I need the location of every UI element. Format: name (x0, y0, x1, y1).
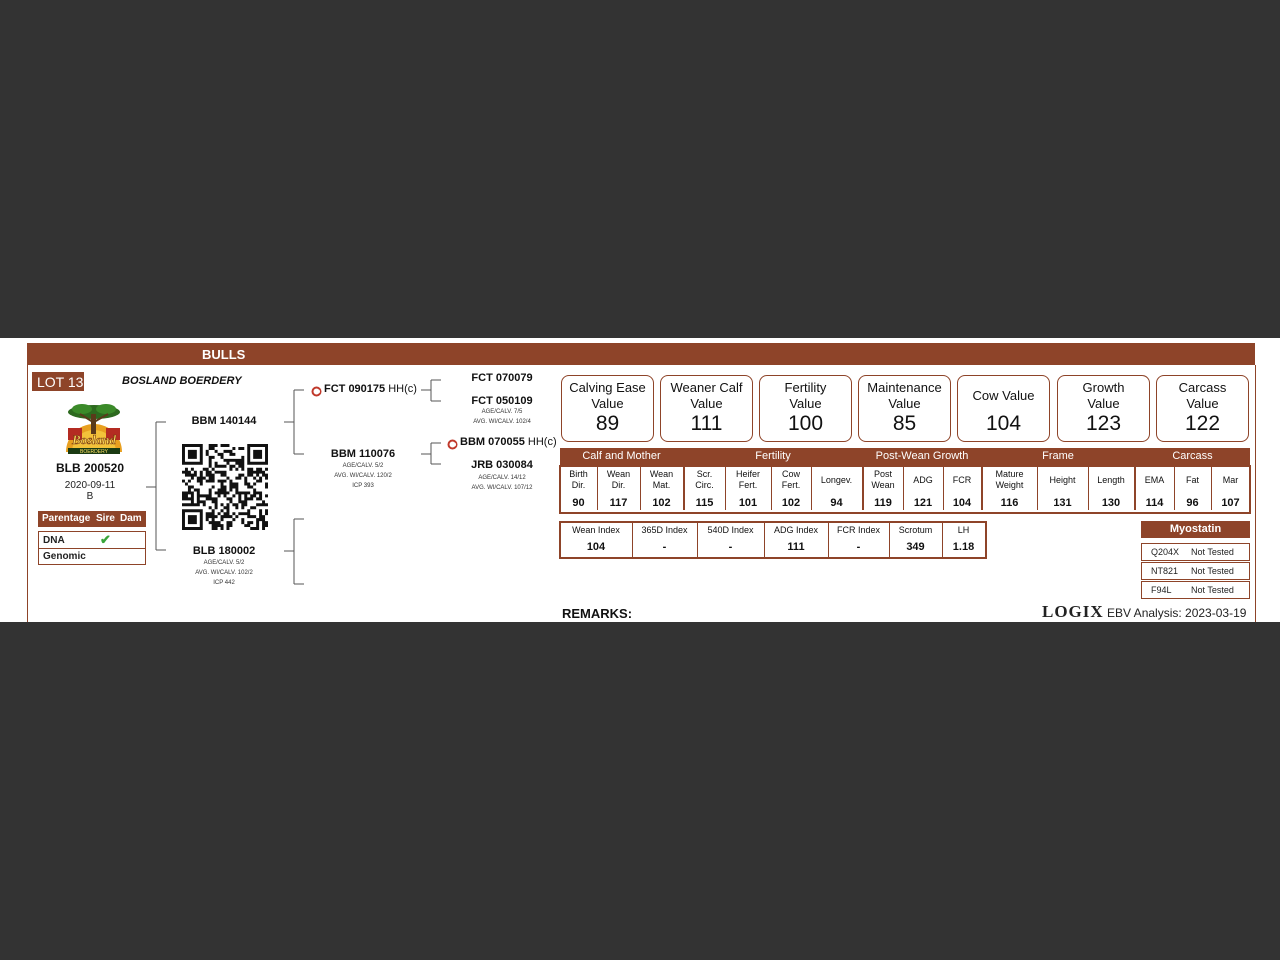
ebv-column-label-line: Circ. (695, 480, 714, 490)
ebv-column-divider (1088, 467, 1089, 510)
value-box-label (958, 388, 1049, 404)
value-box-number: 122 (1184, 412, 1221, 435)
pedigree-sd-wi: AVG. WI/CALV. 120/2 (334, 473, 392, 479)
index-value: - (728, 541, 733, 553)
index-divider (697, 523, 698, 557)
index-divider (828, 523, 829, 557)
remarks-label: REMARKS: (562, 606, 633, 621)
index-label: Wean Index (572, 525, 620, 535)
value-box-label-line: Calving Ease (569, 380, 646, 395)
ebv-column-label (1037, 475, 1088, 486)
ebv-column-value: 130 (1101, 497, 1121, 509)
value-box (561, 375, 654, 442)
ebv-column-label-line: Longev. (820, 475, 853, 485)
pedigree-sd-age: AGE/CALV. 5/2 (342, 463, 384, 469)
ebv-analysis-date: EBV Analysis: 2023-03-19 (1107, 606, 1247, 620)
ebv-column-value: 104 (952, 497, 972, 509)
homozygous-marker-icon (447, 437, 458, 455)
ebv-column-label (982, 469, 1037, 491)
ebv-column-value: 114 (1145, 497, 1164, 509)
value-box (858, 375, 951, 442)
check-icon: ✔ (100, 532, 111, 547)
value-box-number: 123 (1085, 412, 1122, 435)
value-box-number: 85 (892, 412, 917, 435)
ebv-column-divider (1211, 467, 1212, 510)
ebv-group-header: Post-Wean Growth (863, 448, 981, 465)
svg-text:Bosland: Bosland (71, 432, 117, 447)
value-box-label (859, 380, 950, 412)
parentage-row-label: Genomic (43, 551, 86, 562)
ebv-column-divider (943, 467, 944, 510)
category-title: BULLS (202, 347, 246, 362)
pedigree-ssd-age: AGE/CALV. 7/5 (481, 409, 523, 415)
homozygous-marker-icon (311, 384, 322, 402)
ebv-column-label-line: Scr. (696, 469, 713, 479)
lot-number: LOT 13 (37, 374, 84, 390)
ebv-column-label-line: Length (1097, 475, 1125, 485)
myostatin-marker: F94L (1151, 585, 1172, 595)
pedigree-dam-icp: ICP 442 (213, 580, 235, 586)
logix-logo: LOGIX (1042, 602, 1104, 621)
myostatin-marker: NT821 (1151, 566, 1179, 576)
index-value: 104 (586, 541, 606, 553)
index-label: 540D Index (707, 525, 754, 535)
ebv-group-divider (1134, 448, 1136, 510)
ebv-column-label (903, 475, 943, 486)
ebv-column-value: 121 (913, 497, 933, 509)
index-label: ADG Index (773, 525, 819, 535)
ebv-column-value: 102 (781, 497, 801, 509)
value-box-number: 104 (985, 412, 1022, 435)
value-box (759, 375, 852, 442)
ebv-column-label (597, 469, 640, 491)
ebv-column-divider (903, 467, 904, 510)
value-box-label-line: Growth (1082, 380, 1125, 395)
pedigree-ss-tag: HH(c) (388, 383, 417, 395)
parentage-header-dam: Dam (120, 513, 142, 524)
index-value: 111 (787, 541, 805, 553)
ebv-column-value: 90 (572, 497, 585, 509)
ebv-column-label-line: Mature (995, 469, 1024, 479)
value-box-label-line: Value (1087, 396, 1120, 411)
value-box-label-line: Value (591, 396, 624, 411)
ebv-column-label-line: EMA (1144, 475, 1165, 485)
pedigree-ssd: FCT 050109 (471, 395, 533, 407)
svg-text:BOERDERY: BOERDERY (80, 449, 108, 455)
ebv-column-label-line: Wean (606, 469, 631, 479)
ebv-column-label (640, 469, 683, 491)
ebv-column-label-line: Fat (1185, 475, 1199, 485)
ebv-column-label-line: Dir. (571, 480, 586, 490)
value-box-label-line: Cow Value (972, 388, 1035, 403)
value-box (957, 375, 1050, 442)
index-value: - (856, 541, 861, 553)
pedigree-sds-tag: HH(c) (527, 436, 557, 448)
ebv-column-divider (640, 467, 641, 510)
pedigree-sd: BBM 110076 (330, 448, 396, 460)
ebv-column-value: 107 (1221, 497, 1240, 509)
index-label: FCR Index (836, 525, 880, 535)
ebv-column-label (725, 469, 771, 491)
ebv-column-label-line: Birth (569, 469, 588, 479)
pedigree-sds (460, 436, 557, 448)
value-box-number: 100 (787, 412, 824, 435)
ebv-column-label-line: Fert. (738, 480, 758, 490)
parentage-header-sire: Sire (96, 513, 115, 524)
value-box-label (1157, 380, 1248, 412)
card-border-right (1255, 365, 1256, 622)
index-value: 349 (906, 541, 925, 553)
ebv-column-value: 102 (652, 497, 671, 509)
index-label: 365D Index (641, 525, 688, 535)
ebv-group-header: Calf and Mother (560, 448, 683, 465)
ebv-column-label (560, 469, 597, 491)
value-box-label-line: Value (1186, 396, 1219, 411)
value-box-label-line: Carcass (1178, 380, 1227, 395)
ebv-column-label-line: Dir. (611, 480, 626, 490)
value-box-label-line: Value (888, 396, 921, 411)
ebv-column-value: 131 (1053, 497, 1072, 509)
breeder-name: BOSLAND BOERDERY (122, 375, 242, 387)
index-divider (764, 523, 765, 557)
pedigree-sss: FCT 070079 (471, 372, 533, 384)
myostatin-marker: Q204X (1151, 547, 1180, 557)
ebv-column-label (684, 469, 725, 491)
ebv-group-header: Carcass (1135, 448, 1250, 465)
ebv-column-label (1174, 475, 1211, 486)
ebv-column-label (863, 469, 903, 491)
value-box-label (562, 380, 653, 412)
pedigree-dam: BLB 180002 (192, 545, 256, 557)
ebv-group-header: Fertility (684, 448, 862, 465)
index-divider (942, 523, 943, 557)
ebv-group-header: Frame (982, 448, 1134, 465)
value-box-label (760, 380, 851, 412)
ebv-column-value: 116 (1000, 497, 1019, 509)
index-value: - (662, 541, 667, 553)
ebv-column-label-line: Cow (781, 469, 800, 479)
pedigree-sdd-age: AGE/CALV. 14/12 (478, 475, 526, 481)
ebv-column-label (771, 469, 811, 491)
pedigree-ss (324, 383, 417, 395)
ebv-column-divider (771, 467, 772, 510)
ebv-column-divider (725, 467, 726, 510)
value-box (660, 375, 753, 442)
ebv-column-label (1088, 475, 1134, 486)
animal-sex: B (86, 491, 94, 502)
myostatin-row (1141, 543, 1250, 561)
pedigree-sds-name: BBM 070055 (460, 436, 525, 448)
ebv-column-label-line: Mar (1222, 475, 1239, 485)
ebv-column-divider (597, 467, 598, 510)
index-value: 1.18 (952, 541, 975, 553)
ebv-column-value: 94 (830, 497, 843, 509)
ebv-column-value: 101 (738, 497, 758, 509)
ebv-column-label-line: Heifer (735, 469, 760, 479)
ebv-column-value: 96 (1186, 497, 1199, 509)
ebv-group-divider (981, 448, 983, 510)
myostatin-row (1141, 562, 1250, 580)
sale-catalogue-card (0, 338, 1280, 622)
ebv-column-divider (811, 467, 812, 510)
ebv-column-value: 119 (874, 497, 892, 509)
ebv-column-label-line: Height (1049, 475, 1076, 485)
ebv-column-label-line: Wean (871, 480, 895, 490)
ebv-column-label (811, 475, 862, 486)
value-box-label-line: Value (789, 396, 822, 411)
value-box-label (1058, 380, 1149, 412)
pedigree-ssd-wi: AVG. WI/CALV. 102/4 (473, 419, 531, 425)
value-box (1057, 375, 1150, 442)
myostatin-status: Not Tested (1191, 566, 1234, 576)
ebv-column-divider (1174, 467, 1175, 510)
pedigree-sd-icp: ICP 393 (352, 483, 374, 489)
value-box-number: 111 (690, 412, 723, 435)
ebv-column-label-line: Mat. (652, 480, 671, 490)
ebv-column-label-line: Fert. (781, 480, 801, 490)
ebv-column-divider (1037, 467, 1038, 510)
index-divider (632, 523, 633, 557)
ebv-group-divider (862, 448, 864, 510)
value-box-label (661, 380, 752, 412)
index-divider (889, 523, 890, 557)
value-box-label-line: Value (690, 396, 723, 411)
animal-id: BLB 200520 (55, 461, 125, 475)
ebv-column-label-line: Weight (995, 480, 1024, 490)
myostatin-status: Not Tested (1191, 547, 1234, 557)
ebv-column-label-line: ADG (913, 475, 933, 485)
pedigree-dam-wi: AVG. WI/CALV. 102/2 (195, 570, 253, 576)
myostatin-header: Myostatin (1141, 521, 1250, 538)
ebv-column-label-line: Post (873, 469, 892, 479)
ebv-column-value: 117 (609, 497, 628, 509)
pedigree-sdd-wi: AVG. WI/CALV. 107/12 (471, 485, 533, 491)
index-label: LH (957, 525, 970, 535)
ebv-column-label-line: Wean (649, 469, 674, 479)
ebv-column-label (1135, 475, 1174, 486)
pedigree-ss-name: FCT 090175 (324, 383, 386, 395)
pedigree-sdd: JRB 030084 (471, 459, 533, 471)
ebv-group-divider (683, 448, 685, 510)
ebv-column-value: 115 (695, 497, 714, 509)
ebv-column-label (943, 475, 981, 486)
animal-dob: 2020-09-11 (64, 480, 116, 491)
ebv-column-label (1211, 475, 1250, 486)
index-label: Scrotum (898, 525, 933, 535)
myostatin-status: Not Tested (1191, 585, 1234, 595)
parentage-header-label: Parentage (42, 513, 91, 524)
pedigree-sire: BBM 140144 (191, 415, 257, 427)
value-box (1156, 375, 1249, 442)
value-box-label-line: Weaner Calf (670, 380, 743, 395)
value-box-label-line: Maintenance (867, 380, 942, 395)
pedigree-dam-age: AGE/CALV. 5/2 (203, 560, 245, 566)
parentage-row-label: DNA (43, 535, 65, 546)
value-box-number: 89 (595, 412, 620, 435)
value-box-label-line: Fertility (784, 380, 827, 395)
myostatin-row (1141, 581, 1250, 599)
ebv-column-label-line: FCR (952, 475, 972, 485)
